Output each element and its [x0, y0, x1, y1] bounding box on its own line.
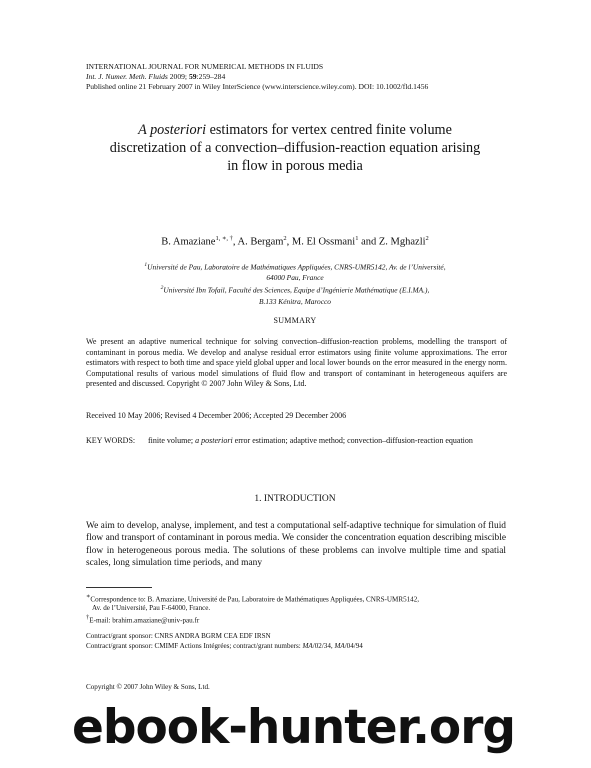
footnote-rule: [86, 587, 152, 588]
aff1-sup: 1: [144, 262, 148, 268]
aff1-line1: Université de Pau, Laboratoire de Mathématiques Appliquées, CNRS-UMR5142, Av. de l’Université,: [147, 262, 446, 272]
grant-prefix: Contract/grant sponsor: CMIMF Actions Intégrées; contract/grant numbers:: [86, 642, 303, 650]
keywords-label: KEY WORDS:: [86, 436, 136, 445]
summary-text: We present an adaptive numerical technique for solving convection–diffusion-reaction problems, modelling the transport of contaminant in porous media. We develop and analyse residual error estimators using finite volume approximations. The error estimators with respect to both time and space yield global upper and local lower bounds on the error measured in the energy norm. Computational results of various model simulations of fluid flow and transport of contaminant in heterogeneous aquifers are presented and discussed. Copyright © 2007 John Wiley & Sons, Ltd.: [86, 337, 507, 389]
title-line3: in flow in porous media: [227, 158, 363, 174]
author-3: , M. El Ossmani: [286, 236, 356, 248]
grant-line1: Contract/grant sponsor: CNRS ANDRA BGRM CEA EDF IRSN: [86, 632, 271, 640]
author-2: , A. Bergam: [232, 236, 284, 248]
paper-title: [60, 121, 530, 175]
grant-num2-rest: /04/94: [344, 642, 363, 650]
introduction-text: We aim to develop, analyse, implement, and test a computational self-adaptive technique for simulation of fluid flow and transport of contaminant in porous media. We consider the concentration equation describing miscible flow in heterogeneous porous media. The solutions of these problems can involve multiple time and spatial scales, long simulation time periods, and many: [86, 521, 506, 569]
summary-heading: SUMMARY: [273, 316, 317, 325]
aff2-line1: Université Ibn Tofail, Faculté des Sciences, Equipe d’Ingénierie Mathématique (E.I.MA.),: [163, 285, 430, 295]
citation-prefix: Int. J. Numer. Meth. Fluids: [86, 72, 168, 81]
author-list: [60, 234, 530, 248]
aff2-line2: B.133 Kénitra, Marocco: [259, 296, 331, 306]
copyright-notice: Copyright © 2007 John Wiley & Sons, Ltd.: [86, 683, 210, 691]
keywords-italic: a posteriori: [195, 436, 233, 445]
footnotes: [86, 592, 516, 626]
journal-name: INTERNATIONAL JOURNAL FOR NUMERICAL METHODS IN FLUIDS: [86, 62, 324, 71]
author-3-sup: 1: [355, 235, 359, 242]
received-dates: Received 10 May 2006; Revised 4 December 2006; Accepted 29 December 2006: [86, 411, 347, 420]
section-heading: 1. INTRODUCTION: [254, 494, 336, 504]
title-line1: estimators for vertex centred finite volume: [206, 122, 452, 138]
author-4: and Z. Mghazli: [358, 236, 426, 248]
grant-num1: MA: [302, 642, 313, 650]
citation-year: 2009;: [167, 72, 189, 81]
grant-info: [86, 631, 363, 651]
keywords-part2: error estimation; adaptive method; convection–diffusion-reaction equation: [232, 436, 473, 445]
aff1-line2: 64000 Pau, France: [266, 273, 324, 283]
author-1: B. Amaziane: [161, 236, 216, 248]
title-line2: discretization of a convection–diffusion-reaction equation arising: [109, 140, 481, 156]
grant-num2: MA: [334, 642, 345, 650]
corr-line2: Av. de l’Université, Pau F-64000, France.: [92, 604, 211, 613]
journal-published: Published online 21 February 2007 in Wiley InterScience (www.interscience.wiley.com). DOI: 10.1002/fld.1456: [86, 82, 429, 91]
author-1-sup: 1, ∗, †: [215, 235, 233, 242]
keywords-part1: finite volume;: [148, 436, 196, 445]
grant-line2: [86, 641, 363, 651]
email-line: E-mail: brahim.amaziane@univ-pau.fr: [89, 616, 200, 625]
corr-sup: ∗: [86, 593, 91, 600]
journal-header: [86, 62, 428, 92]
citation-pages: :259–284: [196, 72, 226, 81]
journal-citation: [86, 72, 428, 82]
author-4-sup: 2: [425, 235, 429, 242]
author-2-sup: 2: [283, 235, 287, 242]
title-italic: A posteriori: [138, 122, 207, 138]
keywords-text: [148, 436, 506, 447]
email-sup: †: [86, 614, 90, 622]
watermark-text: ebook-hunter.org: [72, 700, 516, 755]
aff2-sup: 2: [160, 285, 164, 292]
grant-num1-rest: /02/34,: [312, 642, 335, 650]
corr-line1: Correspondence to: B. Amaziane, Université de Pau, Laboratoire de Mathématiques Appliquées, CNRS-UMR5142,: [90, 595, 420, 604]
citation-volume: 59: [188, 72, 197, 81]
affiliations: [70, 260, 520, 307]
